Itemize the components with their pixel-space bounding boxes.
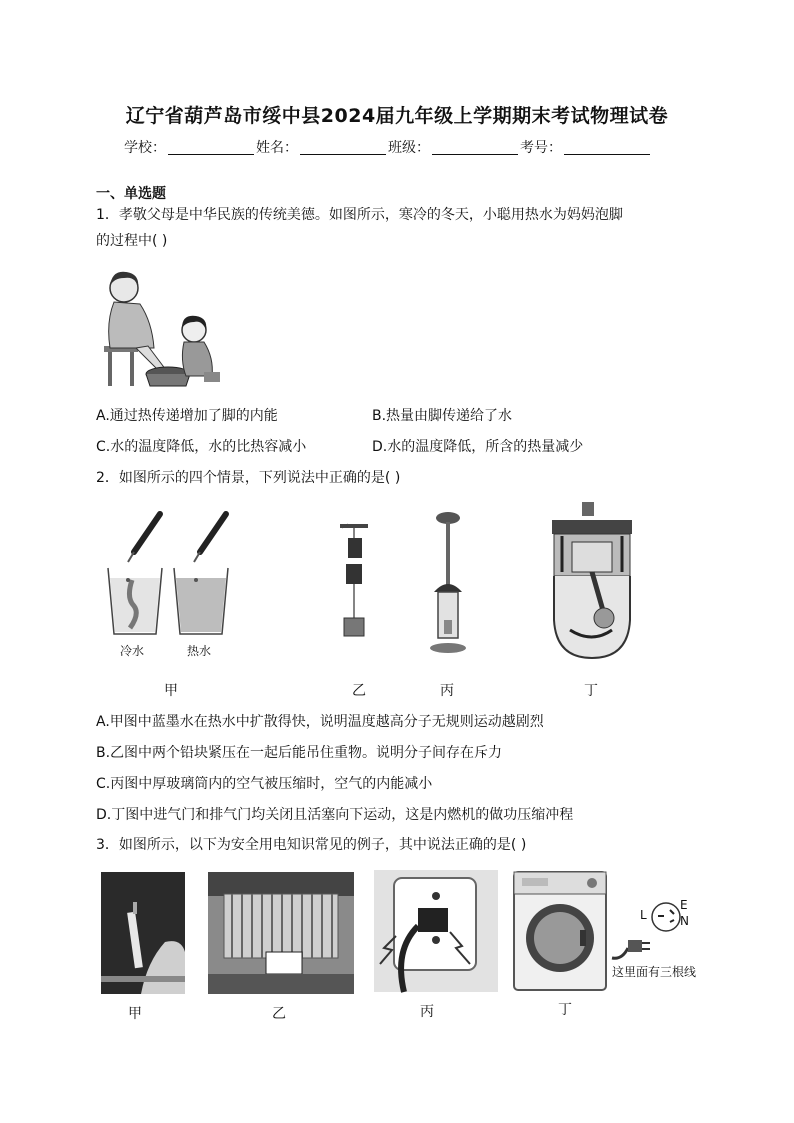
q2-option-c[interactable]: C.丙图中厚玻璃筒内的空气被压缩时，空气的内能减小: [96, 776, 433, 792]
exam-number-blank[interactable]: [564, 140, 650, 155]
question-1-line-1: 1．孝敬父母是中华民族的传统美德。如图所示，寒冷的冬天，小聪用热水为妈妈泡脚: [96, 207, 623, 223]
q1-option-a[interactable]: A.通过热传递增加了脚的内能: [96, 408, 278, 424]
engine-stroke-figure: [546, 502, 638, 662]
plug-letter-n: N: [680, 914, 689, 928]
q2-option-d[interactable]: D.丁图中进气门和排气门均关闭且活塞向下运动，这是内燃机的做功压缩冲程: [96, 807, 574, 823]
plug-letter-l: L: [640, 908, 647, 922]
exam-number-label: 考号：: [520, 140, 562, 156]
three-wires-note: 这里面有三根线: [612, 965, 697, 979]
section-heading: 一、单选题: [96, 186, 166, 202]
question-2-stem: 2．如图所示的四个情景，下列说法中正确的是( ): [96, 470, 401, 486]
q3-figure-jia-caption: 甲: [128, 1006, 142, 1022]
q1-option-d[interactable]: D.水的温度降低，所含的热量减少: [372, 439, 584, 455]
figure-ding-caption: 丁: [584, 683, 598, 699]
figure-jia-caption: 甲: [164, 683, 178, 699]
question-3-stem: 3．如图所示，以下为安全用电知识常见的例子，其中说法正确的是( ): [96, 837, 527, 853]
q2-option-a[interactable]: A.甲图中蓝墨水在热水中扩散得快，说明温度越高分子无规则运动越剧烈: [96, 714, 544, 730]
footbath-illustration: [96, 266, 224, 390]
cold-water-label: 冷水: [120, 644, 145, 658]
transformer-photo: [208, 872, 354, 994]
student-info-row: [124, 137, 652, 157]
hot-water-label: 热水: [187, 644, 212, 658]
name-label: 姓名：: [256, 140, 298, 156]
washing-machine-illustration: [510, 870, 610, 994]
q3-figure-ding-caption: 丁: [558, 1002, 572, 1018]
plug-letter-e: E: [680, 898, 688, 912]
q3-figure-bing-caption: 丙: [420, 1004, 434, 1020]
figure-yi-caption: 乙: [352, 683, 366, 699]
question-1-line-2: 的过程中( ): [96, 233, 168, 249]
ink-diffusion-figure: [104, 508, 234, 638]
plug-cord-illustration: [612, 930, 652, 964]
air-compression-figure: [426, 510, 470, 656]
question-1-stem: [96, 202, 706, 254]
q2-option-b[interactable]: B.乙图中两个铅块紧压在一起后能吊住重物。说明分子间存在斥力: [96, 745, 503, 761]
name-blank[interactable]: [300, 140, 386, 155]
q3-figure-yi-caption: 乙: [272, 1006, 286, 1022]
class-blank[interactable]: [432, 140, 518, 155]
figure-bing-caption: 丙: [440, 683, 454, 699]
q1-option-b[interactable]: B.热量由脚传递给了水: [372, 408, 513, 424]
q1-option-c[interactable]: C.水的温度降低，水的比热容减小: [96, 439, 307, 455]
lead-blocks-figure: [338, 524, 378, 644]
school-blank[interactable]: [168, 140, 254, 155]
test-pencil-photo: [101, 872, 185, 994]
page-title: 辽宁省葫芦岛市绥中县2024届九年级上学期期末考试物理试卷: [125, 105, 669, 127]
school-label: 学校：: [124, 140, 166, 156]
class-label: 班级：: [388, 140, 430, 156]
wall-socket-illustration: [374, 870, 498, 992]
